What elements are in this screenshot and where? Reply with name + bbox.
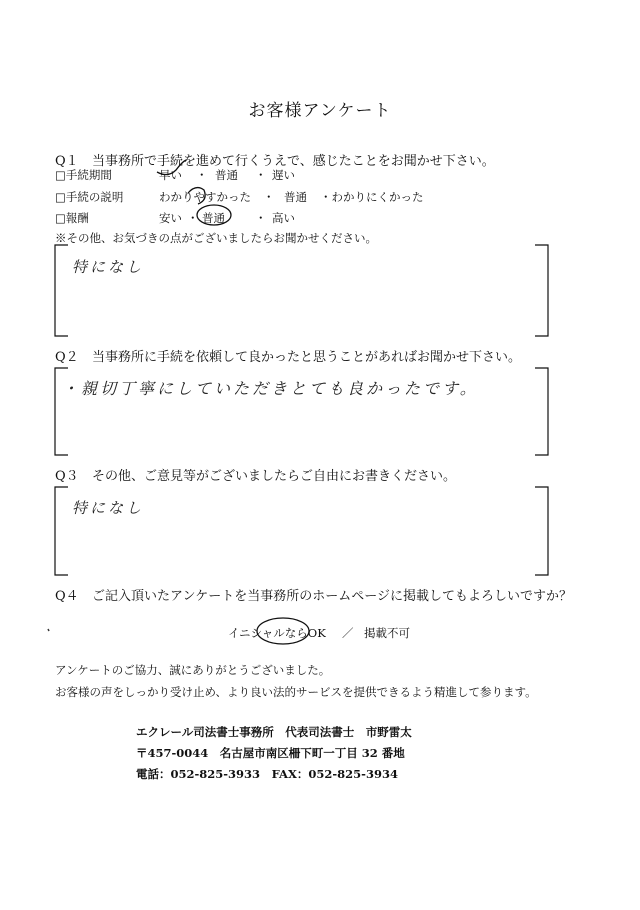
q1-row-fee-opt-high: 高い xyxy=(272,211,295,225)
q3-handwritten-answer: 特になし xyxy=(72,499,145,517)
q1-handwritten-answer: 特になし xyxy=(72,258,145,276)
office-address: 〒457-0044 名古屋市南区柵下町一丁目 32 番地 xyxy=(136,746,405,760)
q1-row-fee-opt-cheap: 安い xyxy=(159,211,182,225)
stray-mark xyxy=(48,629,49,631)
q3-label: Q３ xyxy=(55,469,79,484)
q4-separator: ／ xyxy=(342,626,354,640)
q2-question: 当事務所に手続を依頼して良かったと思うことがあればお聞かせ下さい。 xyxy=(92,350,522,365)
q1-row-explanation-sep: ・ xyxy=(263,190,275,204)
q1-row-period-opt-normal: 普通 xyxy=(215,168,238,182)
thanks-line-2: お客様の声をしっかり受け止め、より良い法的サービスを提供できるよう精進して参ります。 xyxy=(55,685,537,699)
thanks-line-1: アンケートのご協力、誠にありがとうございました。 xyxy=(55,663,331,677)
q4-label: Q４ xyxy=(55,589,79,604)
q1-row-fee-label: □報酬 xyxy=(55,211,89,225)
q1-row-fee-sep: ・ xyxy=(187,211,199,225)
q3-question: その他、ご意見等がございましたらご自由にお書きください。 xyxy=(92,469,457,484)
office-name: エクレール司法書士事務所 代表司法書士 市野雷太 xyxy=(136,725,412,739)
q1-row-period-sep2: ・ xyxy=(255,168,267,182)
q1-question: 当事務所で手続を進めて行くうえで、感じたことをお聞かせ下さい。 xyxy=(92,154,495,169)
office-contact: 電話：052-825-3933 FAX：052-825-3934 xyxy=(136,767,398,781)
q2-label: Q２ xyxy=(55,350,79,365)
q1-label: Q１ xyxy=(55,154,79,169)
page-title: お客様アンケート xyxy=(248,101,392,121)
q1-row-period-sep: ・ xyxy=(196,168,208,182)
q1-row-explanation-opt-unclear: ・わかりにくかった xyxy=(320,190,424,204)
q1-row-fee-sep2: ・ xyxy=(255,211,267,225)
q4-option-initial-ok: イニシャルならOK xyxy=(228,626,326,640)
q1-other-prompt: ※その他、お気づきの点がございましたらお聞かせください。 xyxy=(55,231,377,245)
q1-row-fee-opt-normal: 普通 xyxy=(202,211,225,225)
q4-option-no-publish: 掲載不可 xyxy=(364,626,410,640)
q1-row-period-opt-fast: 早い xyxy=(159,168,182,182)
q1-row-explanation-label: □手続の説明 xyxy=(55,190,124,204)
q4-question: ご記入頂いたアンケートを当事務所のホームページに掲載してもよろしいですか？ xyxy=(92,589,572,604)
q2-handwritten-answer: ・親切丁寧にしていただきとても良かったです。 xyxy=(62,379,479,398)
q1-row-period-label: □手続期間 xyxy=(55,168,112,182)
q1-row-explanation-opt-normal: 普通 xyxy=(284,190,307,204)
q1-row-period-opt-slow: 遅い xyxy=(272,168,295,182)
q1-row-explanation-opt-clear: わかりやすかった xyxy=(159,190,251,204)
